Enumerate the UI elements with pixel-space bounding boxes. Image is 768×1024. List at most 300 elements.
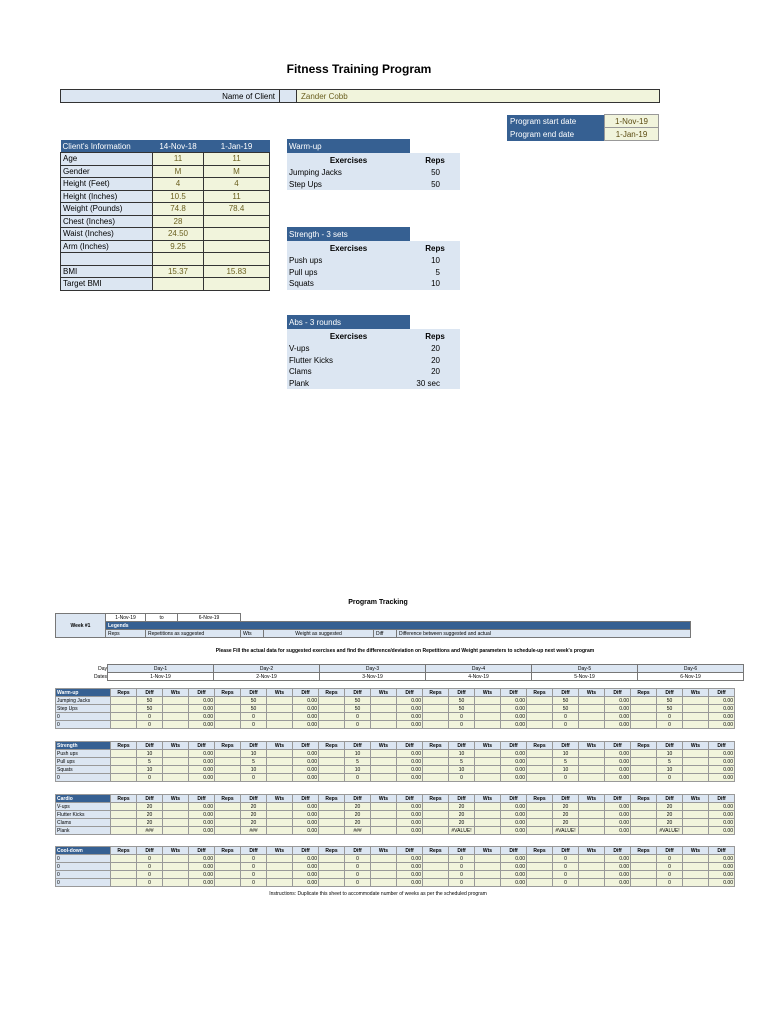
- wts-diff: 0.00: [605, 803, 631, 811]
- tracking-row: [56, 811, 735, 819]
- wts-diff: 0.00: [293, 827, 319, 835]
- reps-input[interactable]: [423, 774, 449, 782]
- column-header: Wts: [267, 847, 293, 855]
- wts-input[interactable]: [683, 879, 709, 887]
- wts-diff: 0.00: [605, 705, 631, 713]
- reps-input[interactable]: [215, 713, 241, 721]
- reps-input[interactable]: [527, 879, 553, 887]
- wts-input[interactable]: [267, 697, 293, 705]
- reps-input[interactable]: [527, 766, 553, 774]
- column-header: Reps: [215, 742, 241, 750]
- column-header: Diff: [553, 795, 579, 803]
- client-info-value-2[interactable]: 15.83: [204, 265, 270, 278]
- reps-input[interactable]: [111, 871, 137, 879]
- reps-input[interactable]: [215, 803, 241, 811]
- reps-input[interactable]: [631, 871, 657, 879]
- wts-input[interactable]: [371, 863, 397, 871]
- wts-diff: 0.00: [605, 811, 631, 819]
- client-info-value-2[interactable]: [204, 215, 270, 228]
- wts-input[interactable]: [579, 758, 605, 766]
- reps-input[interactable]: [215, 750, 241, 758]
- reps-input[interactable]: [631, 819, 657, 827]
- reps-input[interactable]: [319, 811, 345, 819]
- wts-diff: 0.00: [293, 750, 319, 758]
- reps-input[interactable]: [215, 855, 241, 863]
- reps-input[interactable]: [527, 855, 553, 863]
- reps-input[interactable]: [215, 827, 241, 835]
- wts-input[interactable]: [683, 774, 709, 782]
- reps-input[interactable]: [111, 697, 137, 705]
- column-header: Wts: [475, 689, 501, 697]
- wts-input[interactable]: [683, 713, 709, 721]
- reps-input[interactable]: [111, 803, 137, 811]
- wts-input[interactable]: [163, 855, 189, 863]
- wts-diff: 0.00: [293, 774, 319, 782]
- wts-input[interactable]: [475, 774, 501, 782]
- wts-diff: 0.00: [293, 863, 319, 871]
- reps-input[interactable]: [527, 871, 553, 879]
- wts-input[interactable]: [267, 863, 293, 871]
- reps-input[interactable]: [319, 827, 345, 835]
- reps-input[interactable]: [215, 774, 241, 782]
- wts-diff: 0.00: [189, 774, 215, 782]
- wts-diff: 0.00: [189, 697, 215, 705]
- client-info-value-1[interactable]: 74.8: [153, 203, 204, 216]
- reps-input[interactable]: [527, 819, 553, 827]
- reps-diff: 0: [345, 863, 371, 871]
- wts-input[interactable]: [579, 855, 605, 863]
- wts-input[interactable]: [579, 827, 605, 835]
- wts-input[interactable]: [683, 819, 709, 827]
- reps-input[interactable]: [111, 863, 137, 871]
- wts-diff: 0.00: [397, 819, 423, 827]
- reps-input[interactable]: [111, 827, 137, 835]
- reps-input[interactable]: [319, 721, 345, 729]
- tracking-exercise-name: Flutter Kicks: [56, 811, 111, 819]
- wts-diff: 0.00: [397, 855, 423, 863]
- wts-input[interactable]: [475, 721, 501, 729]
- reps-input[interactable]: [631, 855, 657, 863]
- wts-input[interactable]: [267, 705, 293, 713]
- reps-diff: 0: [137, 871, 163, 879]
- wts-input[interactable]: [163, 721, 189, 729]
- wts-diff: 0.00: [189, 713, 215, 721]
- reps-diff: 20: [137, 811, 163, 819]
- reps-input[interactable]: [319, 774, 345, 782]
- reps-input[interactable]: [215, 697, 241, 705]
- wts-diff: 0.00: [501, 871, 527, 879]
- reps-input[interactable]: [111, 819, 137, 827]
- wts-input[interactable]: [475, 855, 501, 863]
- wts-diff: 0.00: [189, 758, 215, 766]
- client-info-value-1[interactable]: [153, 278, 204, 291]
- reps-input[interactable]: [215, 766, 241, 774]
- reps-input[interactable]: [111, 758, 137, 766]
- wts-input[interactable]: [371, 827, 397, 835]
- reps-input[interactable]: [319, 758, 345, 766]
- wts-diff: 0.00: [397, 774, 423, 782]
- reps-input[interactable]: [215, 758, 241, 766]
- wts-diff: 0.00: [397, 827, 423, 835]
- abs-reps-value: 20: [410, 343, 460, 355]
- strength-col-reps: Reps: [410, 241, 460, 255]
- reps-input[interactable]: [319, 803, 345, 811]
- reps-input[interactable]: [319, 713, 345, 721]
- wts-input[interactable]: [683, 811, 709, 819]
- reps-input[interactable]: [319, 855, 345, 863]
- reps-diff: 0: [657, 713, 683, 721]
- client-info-value-1[interactable]: 24.50: [153, 228, 204, 241]
- client-info-label: Chest (Inches): [61, 215, 153, 228]
- client-info-value-1[interactable]: 4: [153, 178, 204, 191]
- wts-input[interactable]: [163, 811, 189, 819]
- wts-input[interactable]: [475, 697, 501, 705]
- client-name-label: Name of Client: [61, 90, 280, 103]
- wts-input[interactable]: [579, 811, 605, 819]
- client-info-header: Client's Information: [61, 140, 153, 153]
- reps-input[interactable]: [319, 705, 345, 713]
- wts-input[interactable]: [475, 827, 501, 835]
- wts-input[interactable]: [683, 863, 709, 871]
- reps-diff: 20: [137, 819, 163, 827]
- wts-input[interactable]: [579, 803, 605, 811]
- client-info-value-2[interactable]: [204, 240, 270, 253]
- column-header: Reps: [631, 795, 657, 803]
- wts-input[interactable]: [475, 871, 501, 879]
- reps-input[interactable]: [631, 863, 657, 871]
- reps-input[interactable]: [631, 879, 657, 887]
- wts-input[interactable]: [163, 803, 189, 811]
- reps-diff: 0: [657, 855, 683, 863]
- wts-input[interactable]: [163, 713, 189, 721]
- column-header: Reps: [423, 742, 449, 750]
- wts-input[interactable]: [163, 819, 189, 827]
- wts-input[interactable]: [683, 697, 709, 705]
- reps-input[interactable]: [527, 697, 553, 705]
- wts-input[interactable]: [475, 750, 501, 758]
- wts-input[interactable]: [163, 879, 189, 887]
- reps-input[interactable]: [631, 758, 657, 766]
- reps-input[interactable]: [631, 774, 657, 782]
- reps-input[interactable]: [215, 811, 241, 819]
- client-info-value-2[interactable]: 78.4: [204, 203, 270, 216]
- reps-input[interactable]: [319, 871, 345, 879]
- wts-input[interactable]: [267, 774, 293, 782]
- wts-diff: 0.00: [709, 811, 735, 819]
- reps-input[interactable]: [319, 863, 345, 871]
- reps-input[interactable]: [111, 713, 137, 721]
- wts-input[interactable]: [267, 855, 293, 863]
- wts-input[interactable]: [163, 697, 189, 705]
- reps-input[interactable]: [631, 811, 657, 819]
- client-info-label: Gender: [61, 165, 153, 178]
- reps-input[interactable]: [423, 819, 449, 827]
- end-date-value[interactable]: 1-Jan-19: [605, 128, 659, 141]
- client-info-value-2[interactable]: [204, 253, 270, 266]
- wts-input[interactable]: [683, 803, 709, 811]
- reps-input[interactable]: [111, 774, 137, 782]
- wts-input[interactable]: [267, 758, 293, 766]
- wts-input[interactable]: [371, 819, 397, 827]
- wts-input[interactable]: [579, 766, 605, 774]
- reps-input[interactable]: [423, 855, 449, 863]
- reps-input[interactable]: [111, 855, 137, 863]
- reps-input[interactable]: [527, 713, 553, 721]
- wts-input[interactable]: [371, 713, 397, 721]
- client-name-bar: [60, 89, 660, 103]
- wts-input[interactable]: [475, 863, 501, 871]
- client-info-value-1[interactable]: 10.5: [153, 190, 204, 203]
- reps-input[interactable]: [631, 827, 657, 835]
- reps-input[interactable]: [319, 750, 345, 758]
- column-header: Wts: [683, 847, 709, 855]
- column-header: Diff: [449, 689, 475, 697]
- wts-input[interactable]: [267, 871, 293, 879]
- reps-input[interactable]: [631, 713, 657, 721]
- wts-input[interactable]: [683, 721, 709, 729]
- wts-diff: 0.00: [293, 819, 319, 827]
- client-info-value-1[interactable]: 9.25: [153, 240, 204, 253]
- wts-diff: 0.00: [397, 713, 423, 721]
- wts-diff: 0.00: [397, 705, 423, 713]
- reps-diff: 50: [241, 697, 267, 705]
- reps-input[interactable]: [215, 819, 241, 827]
- wts-input[interactable]: [267, 819, 293, 827]
- wts-input[interactable]: [163, 750, 189, 758]
- tracking-exercise-name: Step Ups: [56, 705, 111, 713]
- day-header: Day-3: [320, 665, 426, 673]
- tracking-exercise-name: 0: [56, 863, 111, 871]
- wts-input[interactable]: [163, 705, 189, 713]
- wts-input[interactable]: [579, 705, 605, 713]
- reps-input[interactable]: [527, 827, 553, 835]
- reps-diff: 20: [553, 811, 579, 819]
- reps-input[interactable]: [423, 713, 449, 721]
- reps-input[interactable]: [423, 766, 449, 774]
- wts-diff: 0.00: [709, 774, 735, 782]
- reps-diff: 20: [553, 803, 579, 811]
- reps-input[interactable]: [111, 750, 137, 758]
- column-header: Diff: [449, 847, 475, 855]
- reps-input[interactable]: [631, 766, 657, 774]
- reps-input[interactable]: [111, 766, 137, 774]
- reps-input[interactable]: [631, 721, 657, 729]
- wts-input[interactable]: [371, 750, 397, 758]
- wts-input[interactable]: [371, 803, 397, 811]
- wts-diff: 0.00: [189, 855, 215, 863]
- wts-input[interactable]: [579, 774, 605, 782]
- wts-diff: 0.00: [709, 705, 735, 713]
- reps-input[interactable]: [319, 879, 345, 887]
- wts-input[interactable]: [267, 827, 293, 835]
- wts-input[interactable]: [371, 697, 397, 705]
- reps-input[interactable]: [423, 697, 449, 705]
- wts-input[interactable]: [267, 879, 293, 887]
- wts-diff: 0.00: [397, 721, 423, 729]
- tracking-row: [56, 758, 735, 766]
- wts-input[interactable]: [579, 871, 605, 879]
- reps-input[interactable]: [527, 803, 553, 811]
- wts-input[interactable]: [683, 855, 709, 863]
- wts-input[interactable]: [475, 758, 501, 766]
- wts-input[interactable]: [475, 879, 501, 887]
- reps-input[interactable]: [319, 697, 345, 705]
- wts-input[interactable]: [371, 879, 397, 887]
- reps-input[interactable]: [215, 705, 241, 713]
- wts-input[interactable]: [475, 713, 501, 721]
- reps-input[interactable]: [111, 879, 137, 887]
- wts-input[interactable]: [683, 827, 709, 835]
- wts-diff: 0.00: [605, 713, 631, 721]
- client-info-value-2[interactable]: 4: [204, 178, 270, 191]
- reps-input[interactable]: [631, 803, 657, 811]
- wts-input[interactable]: [163, 827, 189, 835]
- wts-input[interactable]: [163, 766, 189, 774]
- column-header: Reps: [631, 847, 657, 855]
- wts-input[interactable]: [267, 766, 293, 774]
- column-header: Diff: [137, 689, 163, 697]
- wts-diff: 0.00: [605, 819, 631, 827]
- wts-input[interactable]: [579, 750, 605, 758]
- client-info-value-1[interactable]: 28: [153, 215, 204, 228]
- reps-input[interactable]: [111, 721, 137, 729]
- wts-input[interactable]: [683, 766, 709, 774]
- client-info-value-1[interactable]: 11: [153, 153, 204, 166]
- wts-input[interactable]: [475, 811, 501, 819]
- wts-input[interactable]: [579, 721, 605, 729]
- reps-input[interactable]: [527, 774, 553, 782]
- wts-input[interactable]: [683, 758, 709, 766]
- wts-input[interactable]: [163, 863, 189, 871]
- wts-input[interactable]: [475, 705, 501, 713]
- reps-input[interactable]: [423, 758, 449, 766]
- reps-input[interactable]: [527, 750, 553, 758]
- tracking-row: [56, 819, 735, 827]
- reps-input[interactable]: [631, 697, 657, 705]
- wts-input[interactable]: [163, 774, 189, 782]
- column-header: Diff: [293, 742, 319, 750]
- wts-input[interactable]: [371, 721, 397, 729]
- client-info-value-1[interactable]: [153, 253, 204, 266]
- client-name-field[interactable]: Zander Cobb: [297, 90, 660, 103]
- reps-input[interactable]: [423, 879, 449, 887]
- reps-input[interactable]: [527, 758, 553, 766]
- reps-input[interactable]: [527, 863, 553, 871]
- reps-input[interactable]: [423, 827, 449, 835]
- wts-input[interactable]: [579, 697, 605, 705]
- client-info-value-2[interactable]: 11: [204, 153, 270, 166]
- wts-input[interactable]: [267, 750, 293, 758]
- reps-input[interactable]: [423, 750, 449, 758]
- wts-input[interactable]: [371, 758, 397, 766]
- reps-input[interactable]: [423, 803, 449, 811]
- client-info-value-1[interactable]: M: [153, 165, 204, 178]
- column-header: Diff: [657, 847, 683, 855]
- wts-diff: 0.00: [709, 827, 735, 835]
- wts-input[interactable]: [371, 774, 397, 782]
- wts-input[interactable]: [683, 750, 709, 758]
- tracking-row: [56, 697, 735, 705]
- column-header: Diff: [397, 847, 423, 855]
- client-info-value-2[interactable]: M: [204, 165, 270, 178]
- column-header: Wts: [163, 847, 189, 855]
- reps-input[interactable]: [215, 879, 241, 887]
- legend-wts: Wts: [241, 630, 264, 638]
- reps-input[interactable]: [423, 705, 449, 713]
- wts-input[interactable]: [579, 879, 605, 887]
- reps-input[interactable]: [527, 705, 553, 713]
- tracking-exercise-name: Plank: [56, 827, 111, 835]
- wts-input[interactable]: [163, 871, 189, 879]
- wts-input[interactable]: [267, 721, 293, 729]
- column-header: Reps: [319, 795, 345, 803]
- reps-input[interactable]: [111, 705, 137, 713]
- wts-input[interactable]: [163, 758, 189, 766]
- wts-input[interactable]: [267, 713, 293, 721]
- wts-input[interactable]: [579, 713, 605, 721]
- wts-input[interactable]: [371, 705, 397, 713]
- reps-input[interactable]: [215, 721, 241, 729]
- tracking-exercise-name: 0: [56, 721, 111, 729]
- reps-input[interactable]: [423, 721, 449, 729]
- client-info-value-2[interactable]: [204, 228, 270, 241]
- client-info-value-1[interactable]: 15.37: [153, 265, 204, 278]
- client-info-value-2[interactable]: 11: [204, 190, 270, 203]
- reps-input[interactable]: [423, 863, 449, 871]
- start-date-value[interactable]: 1-Nov-19: [605, 115, 659, 128]
- client-info-value-2[interactable]: [204, 278, 270, 291]
- wts-input[interactable]: [475, 803, 501, 811]
- wts-input[interactable]: [579, 863, 605, 871]
- reps-input[interactable]: [423, 871, 449, 879]
- reps-input[interactable]: [215, 863, 241, 871]
- wts-input[interactable]: [371, 766, 397, 774]
- wts-input[interactable]: [579, 819, 605, 827]
- reps-input[interactable]: [111, 811, 137, 819]
- reps-input[interactable]: [631, 705, 657, 713]
- week-to: 6-Nov-19: [178, 614, 241, 622]
- wts-input[interactable]: [371, 811, 397, 819]
- tracking-section-title: Cardio: [56, 795, 111, 803]
- strength-col-exercises: Exercises: [287, 241, 410, 255]
- reps-diff: ###: [137, 827, 163, 835]
- wts-diff: 0.00: [605, 721, 631, 729]
- reps-diff: 50: [241, 705, 267, 713]
- wts-input[interactable]: [683, 871, 709, 879]
- wts-diff: 0.00: [293, 705, 319, 713]
- wts-input[interactable]: [475, 766, 501, 774]
- wts-diff: 0.00: [397, 766, 423, 774]
- reps-input[interactable]: [527, 721, 553, 729]
- wts-input[interactable]: [683, 705, 709, 713]
- wts-input[interactable]: [475, 819, 501, 827]
- reps-input[interactable]: [423, 811, 449, 819]
- wts-input[interactable]: [371, 855, 397, 863]
- reps-input[interactable]: [215, 871, 241, 879]
- reps-input[interactable]: [527, 811, 553, 819]
- reps-diff: #VALUE!: [657, 827, 683, 835]
- wts-input[interactable]: [267, 803, 293, 811]
- client-info-label: BMI: [61, 265, 153, 278]
- wts-input[interactable]: [267, 811, 293, 819]
- reps-input[interactable]: [631, 750, 657, 758]
- column-header: Diff: [345, 847, 371, 855]
- reps-input[interactable]: [319, 819, 345, 827]
- wts-input[interactable]: [371, 871, 397, 879]
- strength-row: [287, 267, 460, 279]
- reps-input[interactable]: [319, 766, 345, 774]
- tracking-title: Program Tracking: [348, 599, 408, 606]
